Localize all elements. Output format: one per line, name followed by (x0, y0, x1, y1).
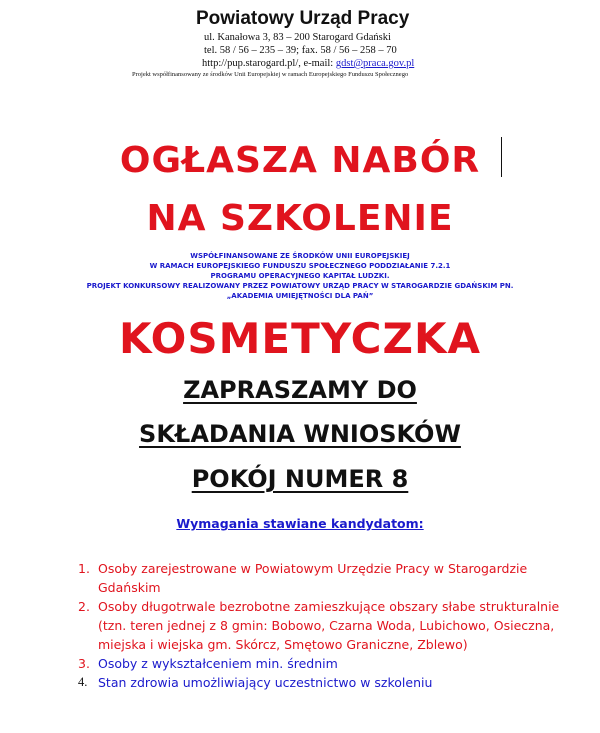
list-item (78, 654, 588, 673)
cofinancing-line: W RAMACH EUROPEJSKIEGO FUNDUSZU SPOŁECZNEGO PODDZIAŁANIE 7.2.1 (149, 262, 451, 270)
list-item-number: 4. (78, 675, 88, 689)
announcement-line-2: NA SZKOLENIE (146, 198, 454, 239)
office-email-link[interactable]: gdst@praca.gov.pl (335, 58, 415, 69)
list-item-number: 1. (78, 561, 90, 576)
cofinancing-line: PROJEKT KONKURSOWY REALIZOWANY PRZEZ POWIATOWY URZĄD PRACY W STAROGARDZIE GDAŃSKIM PN. (86, 282, 514, 290)
list-item-number: 3. (78, 656, 90, 671)
text-cursor (501, 137, 502, 177)
office-name: Powiatowy Urząd Pracy (196, 8, 410, 29)
office-website: http://pup.starogard.pl/, e-mail: (202, 58, 336, 69)
list-item (78, 597, 588, 654)
list-item (78, 559, 588, 597)
invitation-line-3: POKÓJ NUMER 8 (191, 465, 409, 493)
list-item-number: 2. (78, 599, 90, 614)
invitation-line-2: SKŁADANIA WNIOSKÓW (139, 420, 461, 448)
list-item (78, 673, 588, 692)
office-address: ul. Kanałowa 3, 83 – 200 Starogard Gdański (204, 32, 391, 43)
cofinancing-line: WSPÓŁFINANSOWANE ZE ŚRODKÓW UNII EUROPEJSKIEJ (190, 252, 410, 260)
list-item-text: Stan zdrowia umożliwiający uczestnictwo w szkoleniu (98, 675, 433, 690)
list-item-text: Osoby z wykształceniem min. średnim (98, 656, 338, 671)
invitation-line-1: ZAPRASZAMY DO (183, 376, 417, 404)
announcement-line-1: OGŁASZA NABÓR (119, 140, 481, 181)
requirements-list (78, 559, 588, 692)
list-item-text: Osoby zarejestrowane w Powiatowym Urzędzie Pracy w Starogardzie Gdańskim (98, 561, 528, 595)
cofinancing-line: PROGRAMU OPERACYJNEGO KAPITAŁ LUDZKI. (210, 272, 390, 280)
eu-project-note: Projekt współfinansowany ze środków Unii Europejskiej w ramach Europejskiego Funduszu Społecznego (132, 71, 409, 78)
course-title: KOSMETYCZKA (119, 314, 481, 363)
cofinancing-line: „AKADEMIA UMIEJĘTNOŚCI DLA PAŃ” (226, 292, 374, 300)
list-item-text: Osoby długotrwale bezrobotne zamieszkujące obszary słabe strukturalnie (tzn. teren jednej z 8 gmin: Bobowo, Czarna Woda, Lubichowo, Osieczna, miejska i wiejska gm. Skórcz, Smętowo Graniczne, Zblewo) (98, 599, 560, 652)
office-phone-fax: tel. 58 / 56 – 235 – 39; fax. 58 / 56 – 258 – 70 (204, 45, 397, 56)
cofinancing-info (0, 251, 600, 301)
office-web-email (202, 58, 414, 69)
requirements-title: Wymagania stawiane kandydatom: (176, 516, 424, 531)
